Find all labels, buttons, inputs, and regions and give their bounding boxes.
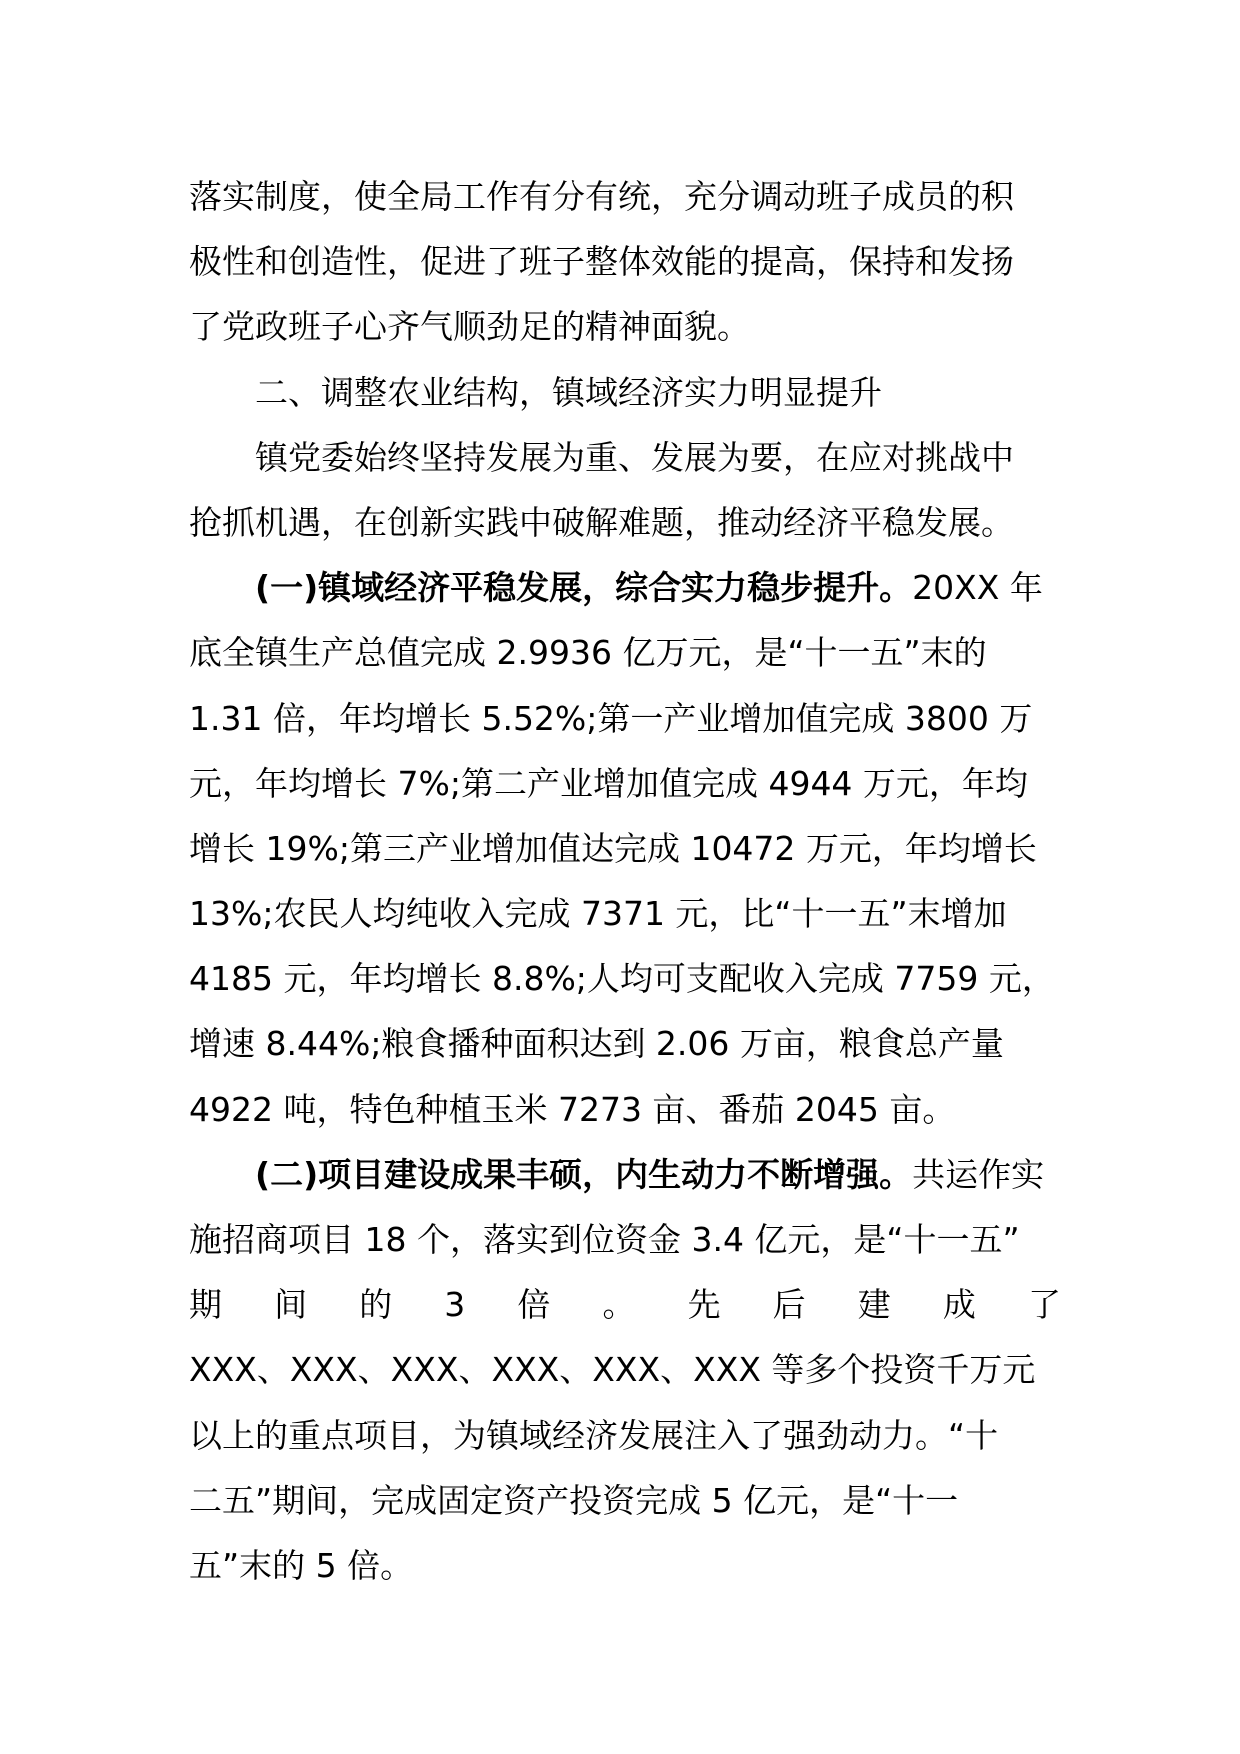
body-line: 4185 元，年均增长 8.8%;人均可支配收入完成 7759 元， (189, 959, 1055, 999)
body-line: 五”末的 5 倍。 (189, 1545, 414, 1585)
body-line: 落实制度，使全局工作有分有统，充分调动班子成员的积 (189, 177, 1014, 216)
body-line-spread (189, 1272, 1061, 1337)
body-line: 元，年均增长 7%;第二产业增加值完成 4944 万元，年均 (189, 763, 1028, 803)
spread-char: 倍 (517, 1285, 551, 1325)
body-line: 极性和创造性，促进了班子整体效能的提高，保持和发扬 (189, 242, 1014, 282)
subsection-title-1: (一)镇域经济平稳发展，综合实力稳步提升。 (255, 568, 913, 608)
body-line: XXX、XXX、XXX、XXX、XXX、XXX 等多个投资千万元 (189, 1350, 1036, 1390)
subsection-lead-text: 共运作实 (912, 1154, 1045, 1194)
body-line: 以上的重点项目，为镇域经济发展注入了强劲动力。“十 (189, 1415, 999, 1455)
spread-char: 间 (274, 1285, 308, 1325)
body-line: 二五”期间，完成固定资产投资完成 5 亿元，是“十一 (189, 1480, 959, 1520)
body-line: 了党政班子心齐气顺劲足的精神面貌。 (189, 307, 750, 347)
document-body (189, 164, 1061, 1598)
body-line: 增速 8.44%;粮食播种面积达到 2.06 万亩，粮食总产量 (189, 1024, 1004, 1064)
spread-char: 期 (189, 1285, 222, 1325)
spread-char: 建 (857, 1285, 891, 1325)
section-heading: 二、调整农业结构，镇域经济实力明显提升 (255, 372, 882, 412)
spread-char: 后 (772, 1285, 806, 1325)
subsection-first-line (189, 1142, 1061, 1207)
spread-char: 了 (1027, 1285, 1061, 1325)
subsection-first-line (189, 555, 1061, 620)
subsection-title-2: (二)项目建设成果丰硕，内生动力不断增强。 (255, 1154, 913, 1194)
spread-char: 先 (687, 1285, 721, 1325)
spread-char: 的 (359, 1285, 393, 1325)
body-line: 增长 19%;第三产业增加值达完成 10472 万元，年均增长 (189, 828, 1037, 868)
subsection-lead-text: 20XX 年 (912, 568, 1043, 608)
spread-char: 3 (444, 1285, 466, 1325)
spread-char: 成 (942, 1285, 976, 1325)
body-line: 施招商项目 18 个，落实到位资金 3.4 亿元，是“十一五” (189, 1220, 1020, 1259)
body-line: 1.31 倍，年均增长 5.52%;第一产业增加值完成 3800 万 (189, 698, 1033, 738)
body-line: 镇党委始终坚持发展为重、发展为要，在应对挑战中 (255, 437, 1014, 477)
body-line: 13%;农民人均纯收入完成 7371 元，比“十一五”末增加 (189, 894, 1007, 934)
body-line: 抢抓机遇，在创新实践中破解难题，推动经济平稳发展。 (189, 502, 1014, 542)
spread-char: 。 (602, 1285, 636, 1325)
body-line: 底全镇生产总值完成 2.9936 亿万元，是“十一五”末的 (189, 633, 987, 673)
body-line: 4922 吨，特色种植玉米 7273 亩、番茄 2045 亩。 (189, 1089, 956, 1129)
